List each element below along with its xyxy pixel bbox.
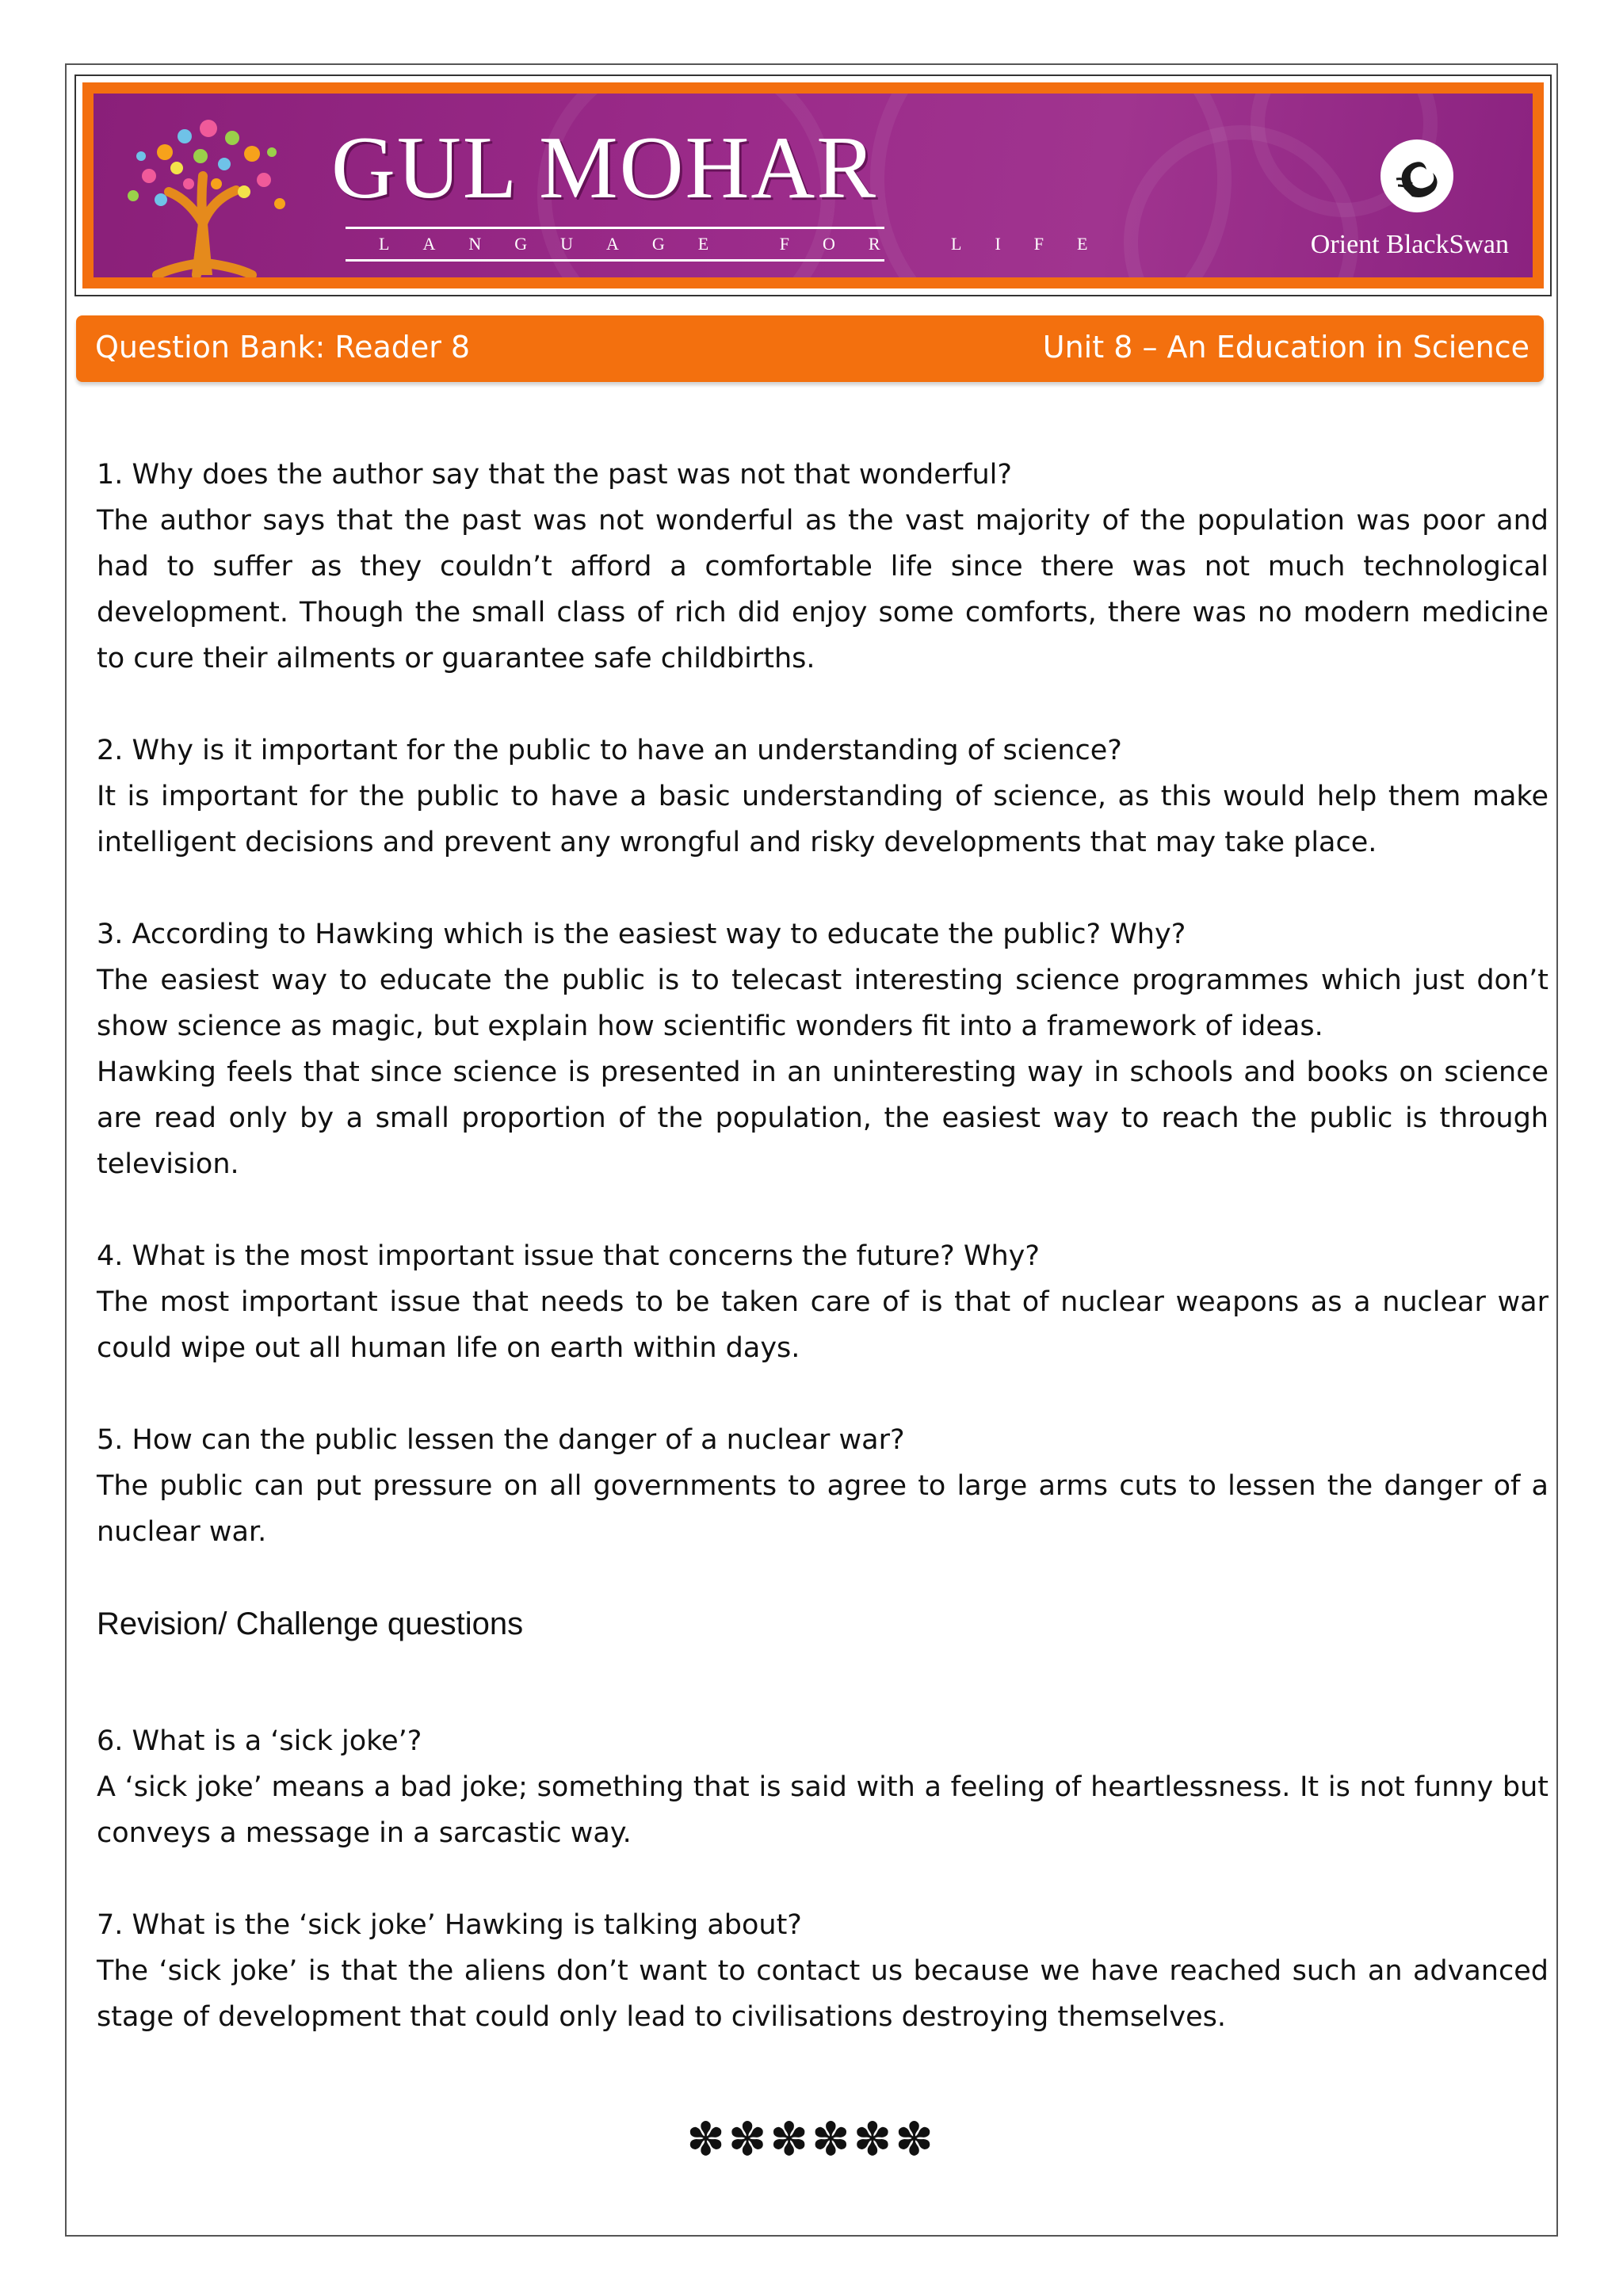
answer-text: The ‘sick joke’ is that the aliens don’t want to contact us because we have reached such an advanced stage of development that could only lead to civilisations destroying themselves.: [97, 1955, 1549, 2033]
unit-title: Unit 8 – An Education in Science: [1042, 330, 1529, 365]
section-header-bar: [76, 315, 1544, 382]
question-text: 6. What is a ‘sick joke’?: [97, 1725, 422, 1757]
qa-item: [97, 452, 1549, 682]
answer-text: The author says that the past was not wonderful as the vast majority of the population was poor and had to suffer as they couldn’t afford a comfortable life since there was not much technological development. Though the small class of rich did enjoy some comforts, there was no modern medicine to cure their ailments or guarantee safe childbirths.: [97, 505, 1549, 674]
qa-item: [97, 1718, 1549, 1856]
question-text: 3. According to Hawking which is the easiest way to educate the public? Why?: [97, 919, 1186, 950]
answer-text: The public can put pressure on all governments to agree to large arms cuts to lessen the danger of a nuclear war.: [97, 1470, 1549, 1548]
question-bank-title: Question Bank: Reader 8: [95, 330, 471, 365]
question-text: 2. Why is it important for the public to have an understanding of science?: [97, 735, 1122, 766]
question-content: [97, 452, 1549, 2086]
tagline-bar: [346, 227, 1121, 262]
question-text: 7. What is the ‘sick joke’ Hawking is talking about?: [97, 1909, 802, 1941]
qa-item: [97, 1417, 1549, 1555]
answer-text: A ‘sick joke’ means a bad joke; something that is said with a feeling of heartlessness. It is not funny but conveys a message in a sarcastic way.: [97, 1771, 1549, 1849]
question-text: 4. What is the most important issue that concerns the future? Why?: [97, 1240, 1040, 1272]
question-text: 5. How can the public lessen the danger of a nuclear war?: [97, 1424, 905, 1456]
qa-item: [97, 1233, 1549, 1371]
end-ornament: ✽✽✽✽✽✽: [686, 2114, 937, 2165]
revision-heading: Revision/ Challenge questions: [97, 1606, 524, 1641]
header-banner: [74, 74, 1552, 296]
answer-text: It is important for the public to have a basic understanding of science, as this would help them make intelligent decisions and prevent any wrongful and risky developments that may take place.: [97, 781, 1549, 858]
publisher-name: Orient BlackSwan: [1310, 230, 1509, 259]
question-text: 1. Why does the author say that the past was not that wonderful?: [97, 459, 1012, 491]
answer-text: The easiest way to educate the public is to telecast interesting science programmes which just don’t show science as magic, but explain how scientific wonders fit into a framework of ideas.: [97, 965, 1549, 1042]
answer-text: Hawking feels that since science is presented in an uninteresting way in schools and books on science are read only by a small proportion of the population, the easiest way to reach the public is through television.: [97, 1056, 1549, 1180]
qa-item: [97, 728, 1549, 865]
brand-title: GUL MOHAR: [331, 119, 877, 217]
qa-item: [97, 911, 1549, 1187]
qa-item: [97, 1902, 1549, 2040]
brand-tagline: LANGUAGE FOR LIFE: [379, 234, 1121, 254]
swan-logo-icon: [1381, 139, 1453, 212]
tree-logo-icon: [101, 105, 315, 277]
answer-text: The most important issue that needs to be taken care of is that of nuclear weapons as a nuclear war could wipe out all human life on earth within days.: [97, 1286, 1549, 1364]
